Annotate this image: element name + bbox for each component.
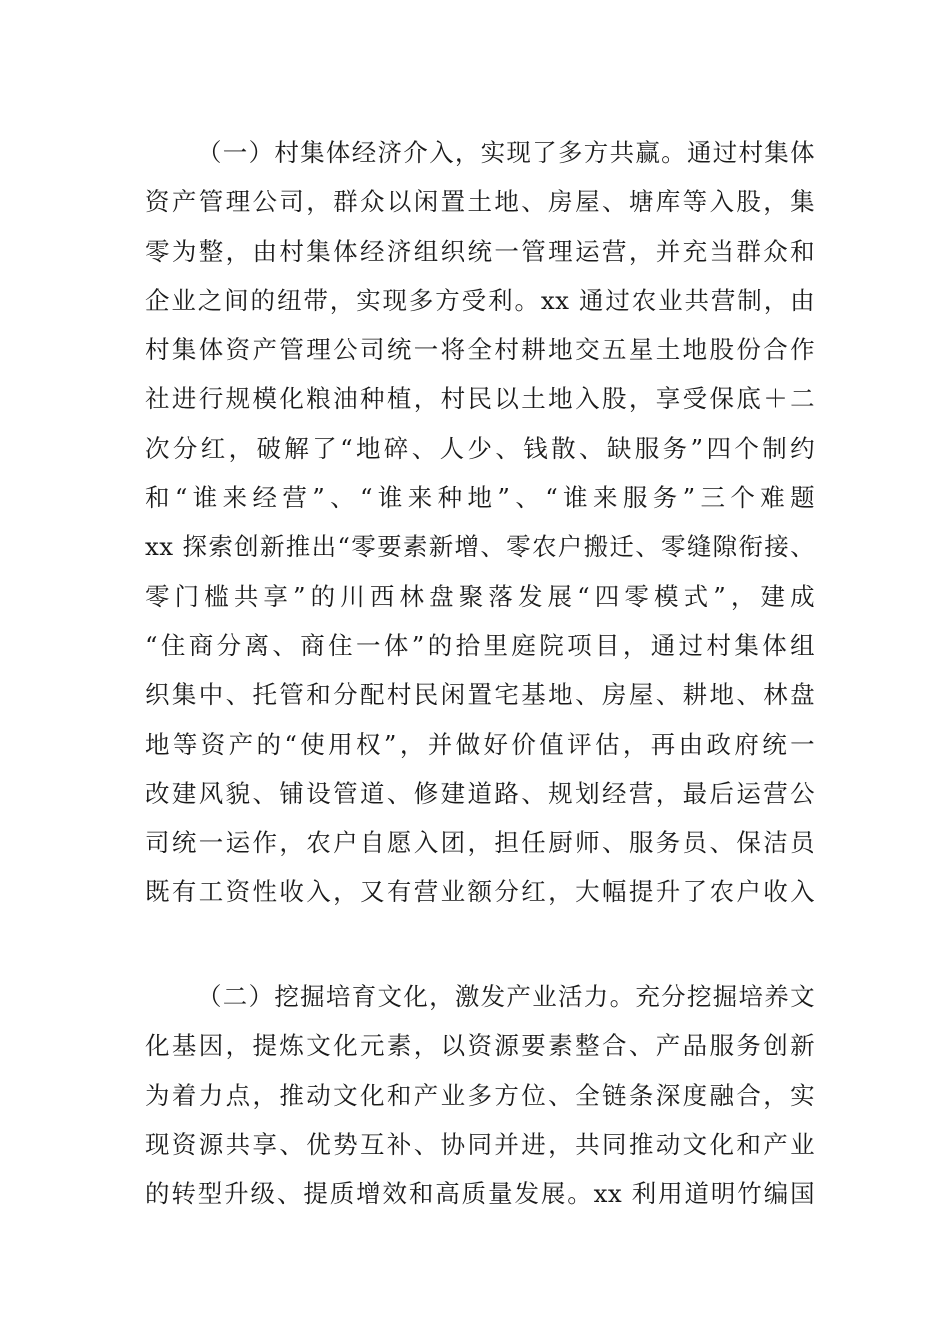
paragraph-line: 地等资产的“使用权”，并做好价值评估，再由政府统一: [145, 729, 815, 759]
paragraph-line: 既有工资性收入，又有营业额分红，大幅提升了农户收入: [145, 877, 815, 907]
paragraph-line: xx 探索创新推出“零要素新增、零农户搬迁、零缝隙衔接、: [145, 532, 815, 562]
paragraph-line: 村集体资产管理公司统一将全村耕地交五星土地股份合作: [145, 335, 815, 365]
paragraph-line: 化基因，提炼文化元素，以资源要素整合、产品服务创新: [145, 1031, 815, 1061]
paragraph-line: “住商分离、商住一体”的拾里庭院项目，通过村集体组: [145, 630, 815, 660]
paragraph-line: 司统一运作，农户自愿入团，担任厨师、服务员、保洁员: [145, 828, 815, 858]
paragraph-line: 企业之间的纽带，实现多方受利。xx 通过农业共营制，由: [145, 285, 815, 315]
paragraph-line: 的转型升级、提质增效和高质量发展。xx 利用道明竹编国: [145, 1179, 815, 1209]
paragraph-culture-industry: [145, 972, 815, 1218]
paragraph-line: 和“谁来经营”、“谁来种地”、“谁来服务”三个难题: [145, 483, 815, 513]
paragraph-line: 为着力点，推动文化和产业多方位、全链条深度融合，实: [145, 1080, 815, 1110]
paragraph-line: 改建风貌、铺设管道、修建道路、规划经营，最后运营公: [145, 778, 815, 808]
paragraph-village-collective-economy: [145, 128, 815, 917]
paragraph-line: 零门槛共享”的川西林盘聚落发展“四零模式”，建成: [145, 581, 815, 611]
paragraph-line: （一）村集体经济介入，实现了多方共赢。通过村集体: [197, 138, 815, 167]
paragraph-line: 零为整，由村集体经济组织统一管理运营，并充当群众和: [145, 236, 815, 266]
paragraph-line: 织集中、托管和分配村民闲置宅基地、房屋、耕地、林盘: [145, 680, 815, 710]
paragraph-line: 资产管理公司，群众以闲置土地、房屋、塘库等入股，集: [145, 187, 815, 217]
paragraph-line: （二）挖掘培育文化，激发产业活力。充分挖掘培养文: [197, 982, 815, 1011]
paragraph-line: 次分红，破解了“地碎、人少、钱散、缺服务”四个制约: [145, 433, 815, 463]
paragraph-line: 现资源共享、优势互补、协同并进，共同推动文化和产业: [145, 1129, 815, 1159]
paragraph-line: 社进行规模化粮油种植，村民以土地入股，享受保底＋二: [145, 384, 815, 414]
